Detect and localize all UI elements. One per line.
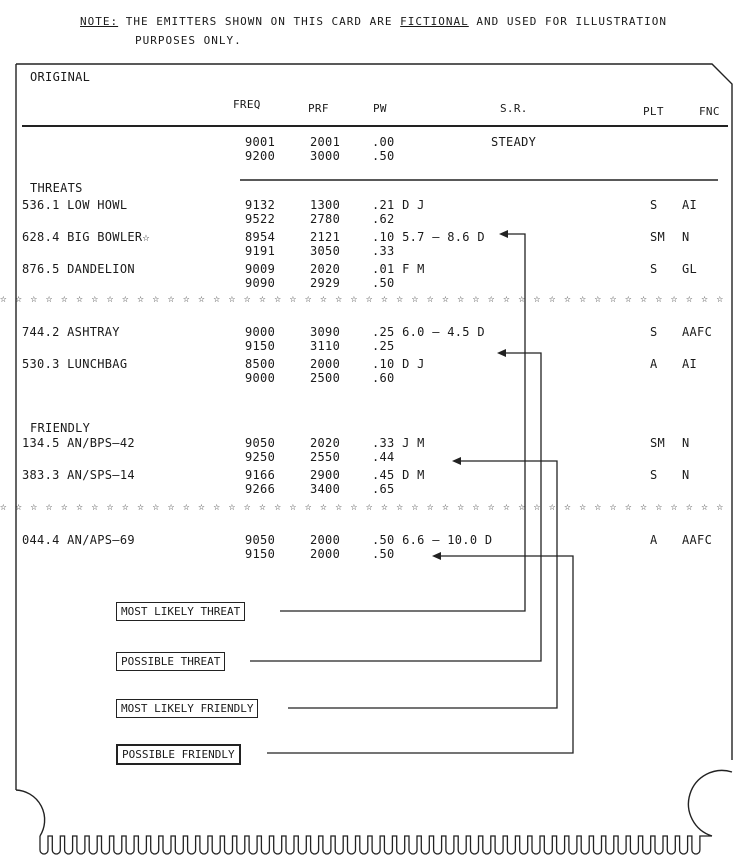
emitter-fnc: N xyxy=(682,230,690,244)
emitter-prf2: 3050 xyxy=(310,244,341,258)
emitter-prf2: 2500 xyxy=(310,371,341,385)
emitter-prf2: 2550 xyxy=(310,450,341,464)
emitter-prf1: 2900 xyxy=(310,468,341,482)
emitter-fnc: AI xyxy=(682,198,698,212)
legend-possible-threat: POSSIBLE THREAT xyxy=(116,652,225,671)
emitter-pw2: .33 xyxy=(372,244,395,258)
emitter-freq2: 9150 xyxy=(245,339,276,353)
emitter-plt: S xyxy=(650,468,658,482)
emitter-freq2: 9266 xyxy=(245,482,276,496)
header-plt: PLT xyxy=(643,105,664,118)
emitter-freq1: 8500 xyxy=(245,357,276,371)
emitter-plt: A xyxy=(650,533,658,547)
emitter-pw2: .62 xyxy=(372,212,395,226)
original-pw-2: .50 xyxy=(372,149,395,163)
emitter-prf2: 2780 xyxy=(310,212,341,226)
star-separator: ☆ ☆ ☆ ☆ ☆ ☆ ☆ ☆ ☆ ☆ ☆ ☆ ☆ ☆ ☆ ☆ ☆ ☆ ☆ ☆ ☆ ☆ ☆ ☆ ☆ ☆ ☆ ☆ ☆ ☆ ☆ ☆ ☆ ☆ ☆ ☆ ☆ ☆ ☆ ☆ ☆ ☆ ☆ ☆ ☆ ☆ ☆ ☆ xyxy=(0,500,725,513)
emitter-prf1: 2000 xyxy=(310,533,341,547)
emitter-prf1: 2000 xyxy=(310,357,341,371)
perforated-edge xyxy=(40,836,712,854)
emitter-pw1: .10 D J xyxy=(372,357,425,371)
arrow-possible-friendly xyxy=(267,556,573,753)
emitter-freq1: 9166 xyxy=(245,468,276,482)
emitter-plt: SM xyxy=(650,436,666,450)
emitter-pw1: .01 F M xyxy=(372,262,425,276)
emitter-prf1: 3090 xyxy=(310,325,341,339)
emitter-pw1: .21 D J xyxy=(372,198,425,212)
header-sr: S.R. xyxy=(500,102,528,115)
friendly-label: FRIENDLY xyxy=(30,421,91,435)
original-prf-1: 2001 xyxy=(310,135,341,149)
emitter-freq1: 8954 xyxy=(245,230,276,244)
emitter-name: 744.2 ASHTRAY xyxy=(22,325,120,339)
emitter-fnc: AI xyxy=(682,357,698,371)
emitter-prf1: 1300 xyxy=(310,198,341,212)
emitter-name: 134.5 AN/BPS–42 xyxy=(22,436,135,450)
star-separator: ☆ ☆ ☆ ☆ ☆ ☆ ☆ ☆ ☆ ☆ ☆ ☆ ☆ ☆ ☆ ☆ ☆ ☆ ☆ ☆ ☆ ☆ ☆ ☆ ☆ ☆ ☆ ☆ ☆ ☆ ☆ ☆ ☆ ☆ ☆ ☆ ☆ ☆ ☆ ☆ ☆ ☆ ☆ ☆ ☆ ☆ ☆ ☆ xyxy=(0,292,725,305)
emitter-freq1: 9050 xyxy=(245,436,276,450)
note-text-before: THE EMITTERS SHOWN ON THIS CARD ARE xyxy=(125,15,393,28)
legend-most-likely-friendly: MOST LIKELY FRIENDLY xyxy=(116,699,258,718)
emitter-fnc: N xyxy=(682,436,690,450)
original-freq-1: 9001 xyxy=(245,135,276,149)
emitter-freq2: 9191 xyxy=(245,244,276,258)
emitter-name: 383.3 AN/SPS–14 xyxy=(22,468,135,482)
emitter-name: 530.3 LUNCHBAG xyxy=(22,357,128,371)
emitter-plt: SM xyxy=(650,230,666,244)
original-freq-2: 9200 xyxy=(245,149,276,163)
emitter-pw2: .50 xyxy=(372,276,395,290)
emitter-plt: S xyxy=(650,262,658,276)
note-line-2: PURPOSES ONLY. xyxy=(135,34,242,47)
emitter-plt: A xyxy=(650,357,658,371)
legend-possible-friendly: POSSIBLE FRIENDLY xyxy=(116,744,241,765)
note-text-after: AND USED FOR ILLUSTRATION xyxy=(476,15,667,28)
emitter-prf2: 3110 xyxy=(310,339,341,353)
emitter-freq2: 9090 xyxy=(245,276,276,290)
legend-most-likely-threat: MOST LIKELY THREAT xyxy=(116,602,245,621)
original-label: ORIGINAL xyxy=(30,70,91,84)
emitter-prf1: 2020 xyxy=(310,262,341,276)
emitter-plt: S xyxy=(650,198,658,212)
header-prf: PRF xyxy=(308,102,329,115)
emitter-pw2: .25 xyxy=(372,339,395,353)
note-fictional: FICTIONAL xyxy=(400,15,469,28)
emitter-pw2: .50 xyxy=(372,547,395,561)
note-label: NOTE: xyxy=(80,15,119,28)
emitter-name: 536.1 LOW HOWL xyxy=(22,198,128,212)
threats-label: THREATS xyxy=(30,181,83,195)
emitter-plt: S xyxy=(650,325,658,339)
emitter-prf1: 2020 xyxy=(310,436,341,450)
emitter-prf2: 2929 xyxy=(310,276,341,290)
emitter-fnc: AAFC xyxy=(682,533,713,547)
emitter-prf2: 2000 xyxy=(310,547,341,561)
emitter-pw1: .25 6.0 – 4.5 D xyxy=(372,325,485,339)
emitter-freq2: 9000 xyxy=(245,371,276,385)
emitter-pw2: .60 xyxy=(372,371,395,385)
original-prf-2: 3000 xyxy=(310,149,341,163)
emitter-freq2: 9250 xyxy=(245,450,276,464)
emitter-prf1: 2121 xyxy=(310,230,341,244)
emitter-freq1: 9000 xyxy=(245,325,276,339)
header-pw: PW xyxy=(373,102,387,115)
emitter-name: 044.4 AN/APS–69 xyxy=(22,533,135,547)
emitter-fnc: GL xyxy=(682,262,698,276)
emitter-prf2: 3400 xyxy=(310,482,341,496)
emitter-freq2: 9522 xyxy=(245,212,276,226)
original-pw-1: .00 xyxy=(372,135,395,149)
header-fnc: FNC xyxy=(699,105,720,118)
emitter-freq1: 9009 xyxy=(245,262,276,276)
emitter-pw1: .45 D M xyxy=(372,468,425,482)
emitter-fnc: N xyxy=(682,468,690,482)
emitter-pw2: .44 xyxy=(372,450,395,464)
original-sr-1: STEADY xyxy=(491,135,537,149)
emitter-freq2: 9150 xyxy=(245,547,276,561)
emitter-freq1: 9132 xyxy=(245,198,276,212)
emitter-fnc: AAFC xyxy=(682,325,713,339)
emitter-name: 628.4 BIG BOWLER☆ xyxy=(22,230,150,244)
emitter-pw1: .50 6.6 – 10.0 D xyxy=(372,533,493,547)
emitter-freq1: 9050 xyxy=(245,533,276,547)
emitter-pw1: .33 J M xyxy=(372,436,425,450)
emitter-name: 876.5 DANDELION xyxy=(22,262,135,276)
arrow-most-likely-friendly xyxy=(288,461,557,708)
emitter-pw2: .65 xyxy=(372,482,395,496)
header-freq: FREQ xyxy=(233,98,261,111)
note-line-1 xyxy=(80,15,667,28)
emitter-pw1: .10 5.7 – 8.6 D xyxy=(372,230,485,244)
